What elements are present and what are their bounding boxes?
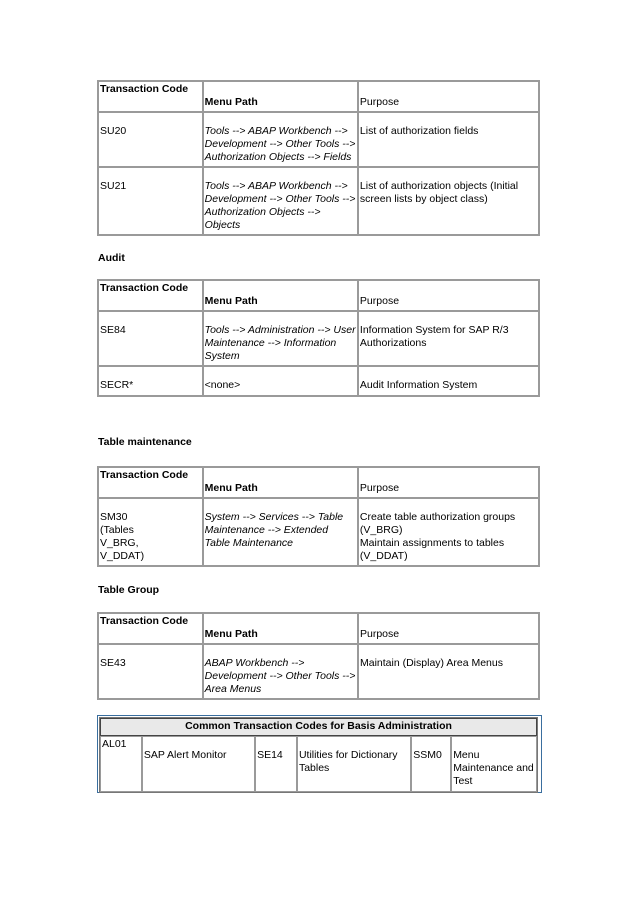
table-row <box>98 311 539 366</box>
menu-path: System --> Services --> Table Maintenance --> Extended Table Maintenance <box>203 498 358 566</box>
header-menu-path: Menu Path <box>203 467 358 498</box>
basis-title-row <box>100 718 537 736</box>
transaction-code: SU21 <box>98 167 203 235</box>
menu-path: ABAP Workbench --> Development --> Other Tools --> Area Menus <box>203 644 358 699</box>
table-row <box>98 112 539 167</box>
code-line: V_BRG, <box>100 537 139 549</box>
table-maintenance-table <box>97 466 540 567</box>
auth-table <box>97 80 540 236</box>
transaction-code <box>98 498 203 566</box>
header-transaction-code: Transaction Code <box>98 467 203 498</box>
transaction-code: SSM0 <box>411 736 451 792</box>
purpose <box>358 498 539 566</box>
table-header-row <box>98 280 539 311</box>
header-purpose: Purpose <box>358 280 539 311</box>
header-purpose: Purpose <box>358 81 539 112</box>
table-header-row <box>98 467 539 498</box>
transaction-code: SE84 <box>98 311 203 366</box>
menu-path: Tools --> ABAP Workbench --> Development --> Other Tools --> Authorization Objects --> Objects <box>203 167 358 235</box>
purpose-line: Create table authorization groups <box>359 511 516 523</box>
purpose: List of authorization objects (Initial screen lists by object class) <box>358 167 539 235</box>
purpose: Information System for SAP R/3 Authorizations <box>358 311 539 366</box>
transaction-description: Menu Maintenance and Test <box>451 736 537 792</box>
code-line: SM30 <box>100 511 128 523</box>
menu-path: Tools --> ABAP Workbench --> Development --> Other Tools --> Authorization Objects --> Fields <box>203 112 358 167</box>
header-transaction-code: Transaction Code <box>98 613 203 644</box>
header-purpose: Purpose <box>358 467 539 498</box>
code-line: (Tables <box>100 524 134 536</box>
table-row <box>100 736 537 792</box>
header-menu-path: Menu Path <box>203 613 358 644</box>
table-row <box>98 366 539 396</box>
table-header-row <box>98 613 539 644</box>
table-group-table <box>97 612 540 700</box>
purpose-line: (V_DDAT) <box>359 550 408 562</box>
menu-path: Tools --> Administration --> User Maintenance --> Information System <box>203 311 358 366</box>
purpose-line: Maintain assignments to tables <box>359 537 505 549</box>
table-row <box>98 167 539 235</box>
table-row <box>98 498 539 566</box>
transaction-description: Utilities for Dictionary Tables <box>297 736 411 792</box>
header-purpose: Purpose <box>358 613 539 644</box>
transaction-description: SAP Alert Monitor <box>142 736 255 792</box>
menu-path: <none> <box>203 366 358 396</box>
header-transaction-code: Transaction Code <box>98 81 203 112</box>
purpose: Maintain (Display) Area Menus <box>358 644 539 699</box>
section-heading-table-group: Table Group <box>98 584 160 596</box>
transaction-code: AL01 <box>100 736 142 792</box>
basis-transaction-codes-table <box>99 717 538 793</box>
purpose: Audit Information System <box>358 366 539 396</box>
transaction-code: SE14 <box>255 736 297 792</box>
header-menu-path: Menu Path <box>203 280 358 311</box>
header-menu-path: Menu Path <box>203 81 358 112</box>
basis-table-title: Common Transaction Codes for Basis Administration <box>100 718 537 736</box>
section-heading-audit: Audit <box>98 252 125 264</box>
section-heading-table-maintenance: Table maintenance <box>98 436 192 448</box>
audit-table <box>97 279 540 397</box>
transaction-code: SU20 <box>98 112 203 167</box>
table-row <box>98 644 539 699</box>
purpose-line: (V_BRG) <box>359 524 403 536</box>
purpose: List of authorization fields <box>358 112 539 167</box>
table-header-row <box>98 81 539 112</box>
transaction-code: SE43 <box>98 644 203 699</box>
transaction-code: SECR* <box>98 366 203 396</box>
header-transaction-code: Transaction Code <box>98 280 203 311</box>
code-line: V_DDAT) <box>100 550 145 562</box>
